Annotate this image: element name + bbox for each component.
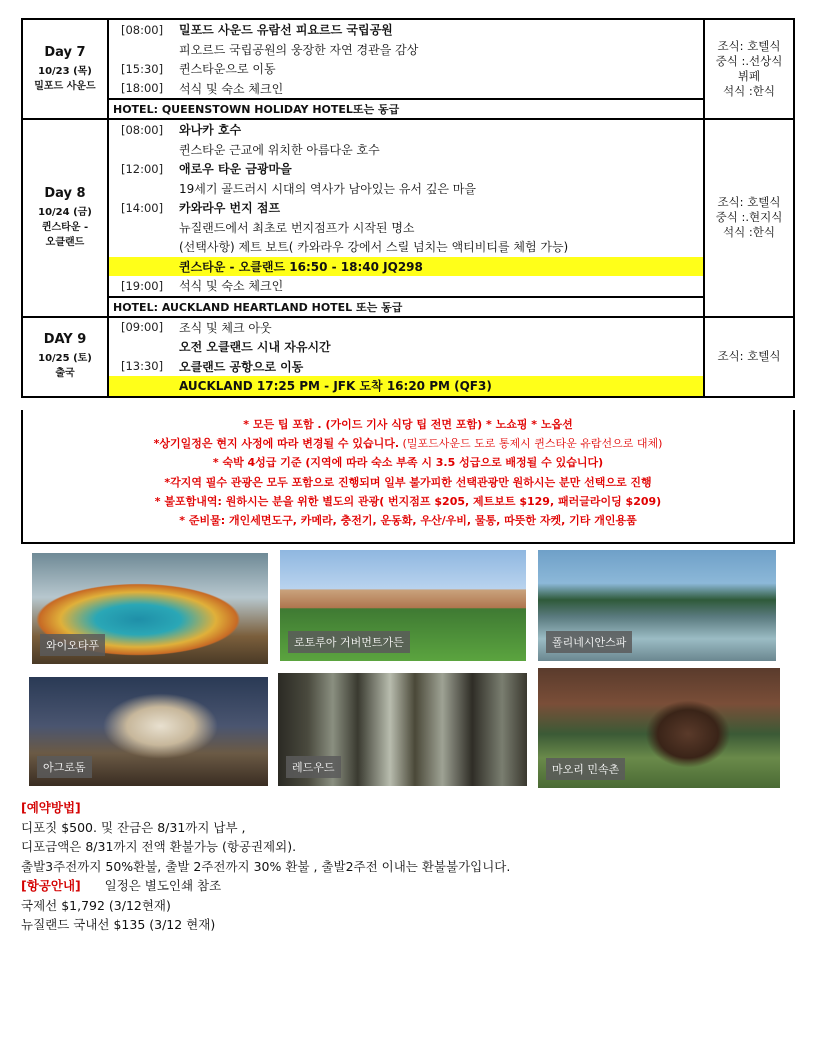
schedule-cell <box>108 317 704 397</box>
schedule-text: (선택사항) 제트 보트( 카와라우 강에서 스릴 넘치는 액티비티를 체험 가능) <box>179 240 569 255</box>
day-cell <box>22 19 108 119</box>
day-row-7 <box>22 19 794 119</box>
day-cell <box>22 317 108 397</box>
schedule-row <box>109 198 703 218</box>
photo-maori-village <box>538 668 780 788</box>
schedule-row <box>109 237 703 257</box>
schedule-text: 피오르드 국립공원의 웅장한 자연 경관을 감상 <box>179 42 419 57</box>
photo-agrodome <box>29 677 268 786</box>
schedule-cell <box>108 119 704 317</box>
booking-heading: [예약방법] <box>21 800 81 815</box>
schedule-text: 석식 및 숙소 체크인 <box>179 279 284 294</box>
info-line: 국제선 $1,792 (3/12현재) <box>21 897 171 913</box>
photo-polynesian-spa <box>538 550 776 661</box>
schedule-cell <box>108 19 704 119</box>
meal-cell <box>704 317 794 397</box>
photo-caption: 와이오타푸 <box>40 634 105 656</box>
time-label: [13:30] <box>121 359 164 374</box>
schedule-row <box>109 159 703 179</box>
schedule-text: 와나카 호수 <box>179 123 242 138</box>
schedule-row <box>109 179 703 199</box>
note-line <box>23 434 793 453</box>
meal-item: 조식: 호텔식 <box>717 39 781 53</box>
meal-item: 석식 :한식 <box>723 84 775 98</box>
meal-item: 중식 :.선상식 <box>715 54 783 68</box>
note-text: *상기일정은 현지 사정에 따라 변경될 수 있습니다. <box>153 437 400 451</box>
time-label: [19:00] <box>121 278 164 293</box>
meal-item: 조식: 호텔식 <box>717 349 781 363</box>
air-heading: [항공안내] <box>21 878 81 893</box>
schedule-row <box>109 318 703 338</box>
schedule-row <box>109 79 703 99</box>
schedule-row <box>109 59 703 79</box>
day-label: DAY 9 <box>43 332 87 347</box>
itinerary-table <box>21 18 795 398</box>
schedule-row <box>109 218 703 238</box>
schedule-row <box>109 337 703 357</box>
air-note: 일정은 별도인쇄 참조 <box>104 878 222 893</box>
flight-highlight-row <box>109 257 703 277</box>
photo-waiotapu <box>32 553 268 664</box>
flight-highlight-row <box>109 376 703 396</box>
info-line: 출발3주전까지 50%환불, 출발 2주전까지 30% 환불 , 출발2주전 이내는 환불불가입니다. <box>21 858 511 874</box>
day-place: 오클랜드 <box>45 236 85 248</box>
day-date: 10/24 (금) <box>38 206 92 218</box>
time-label: [14:00] <box>121 200 164 215</box>
schedule-text: 퀸스타운 근교에 위치한 아름다운 호수 <box>179 142 380 157</box>
air-info-line <box>21 876 781 896</box>
photo-caption: 아그로돔 <box>37 756 92 778</box>
schedule-text: AUCKLAND 17:25 PM - JFK 도착 16:20 PM (QF3) <box>179 379 492 394</box>
day-cell <box>22 119 108 317</box>
day-row-8 <box>22 119 794 317</box>
time-label: [12:00] <box>121 161 164 176</box>
time-label: [08:00] <box>121 122 164 137</box>
booking-info <box>21 798 781 935</box>
note-line: * 모든 팁 포함 . (가이드 기사 식당 팁 전면 포함) * 노쇼핑 * 노옵션 <box>243 418 573 431</box>
photo-redwood <box>278 673 527 786</box>
note-line: * 준비물: 개인세면도구, 카메라, 충전기, 운동화, 우산/우비, 물통, 따뜻한 자켓, 기타 개인용품 <box>179 514 637 528</box>
day-label: Day 8 <box>44 185 86 201</box>
photo-caption: 마오리 민속촌 <box>546 758 625 780</box>
schedule-row <box>109 20 703 40</box>
schedule-row <box>109 140 703 160</box>
note-line: *각지역 필수 관광은 모두 포함으로 진행되며 일부 불가피한 선택관광만 원하시는 분만 선택으로 진행 <box>164 475 652 489</box>
schedule-text: 오전 오클랜드 시내 자유시간 <box>179 340 331 355</box>
meal-cell <box>704 119 794 317</box>
schedule-text: 뉴질랜드에서 최초로 번지점프가 시작된 명소 <box>179 220 415 235</box>
meal-cell <box>704 19 794 119</box>
schedule-text: 19세기 골드러시 시대의 역사가 남아있는 유서 깊은 마을 <box>179 181 476 196</box>
schedule-row <box>109 357 703 377</box>
photo-government-garden <box>280 550 526 661</box>
schedule-text: 오클랜드 공항으로 이동 <box>179 359 304 374</box>
day-place: 밀포드 사운드 <box>34 80 96 92</box>
day-place: 출국 <box>55 368 75 379</box>
schedule-text: 퀸스타운으로 이동 <box>179 62 276 77</box>
info-line: 디포금액은 8/31까지 전액 환불가능 (항공권제외). <box>21 839 297 854</box>
meal-item: 뷔페 <box>737 69 761 83</box>
meal-item: 중식 :.현지식 <box>715 210 783 225</box>
notes-box <box>21 410 795 544</box>
day-date: 10/23 (목) <box>38 65 92 77</box>
schedule-text: 애로우 타운 금광마을 <box>179 162 292 177</box>
schedule-row <box>109 276 703 296</box>
time-label: [09:00] <box>121 320 164 335</box>
time-label: [08:00] <box>121 22 164 37</box>
hotel-row: HOTEL: QUEENSTOWN HOLIDAY HOTEL또는 동급 <box>109 98 703 118</box>
schedule-text: 카와라우 번지 점프 <box>179 201 281 216</box>
time-label: [15:30] <box>121 61 164 76</box>
time-label: [18:00] <box>121 81 164 96</box>
schedule-text: 석식 및 숙소 체크인 <box>179 81 284 96</box>
photo-caption: 레드우드 <box>286 756 341 778</box>
day-place: 퀸스타운 - <box>41 221 89 233</box>
schedule-text: 퀸스타운 - 오클랜드 16:50 - 18:40 JQ298 <box>179 259 423 274</box>
note-text: (밀포드사운드 도로 통제시 퀸스타운 유람선으로 대체) <box>399 437 663 451</box>
meal-item: 조식: 호텔식 <box>717 195 781 210</box>
info-line: 뉴질랜드 국내선 $135 (3/12 현재) <box>21 917 216 932</box>
schedule-row <box>109 40 703 60</box>
photo-caption: 폴리네시안스파 <box>546 631 632 653</box>
day-date: 10/25 (토) <box>38 353 92 364</box>
schedule-text: 밀포드 사운드 유람선 피요르드 국립공원 <box>179 23 393 38</box>
hotel-row: HOTEL: AUCKLAND HEARTLAND HOTEL 또는 동급 <box>109 296 703 316</box>
info-line: 디포짓 $500. 및 잔금은 8/31까지 납부 , <box>21 819 246 835</box>
meal-item: 석식 :한식 <box>723 225 775 240</box>
day-label: Day 7 <box>44 44 86 60</box>
day-row-9 <box>22 317 794 397</box>
photo-caption: 로토루아 거버먼트가든 <box>288 631 410 653</box>
note-line: * 숙박 4성급 기준 (지역에 따라 숙소 부족 시 3.5 성급으로 배정될 수 있습니다) <box>212 456 604 470</box>
schedule-row <box>109 120 703 140</box>
schedule-text: 조식 및 체크 아웃 <box>179 320 272 335</box>
note-line: * 불포함내역: 원하시는 분을 위한 별도의 관광( 번지점프 $205, 제트보트 $129, 패러글라이딩 $209) <box>154 494 662 508</box>
